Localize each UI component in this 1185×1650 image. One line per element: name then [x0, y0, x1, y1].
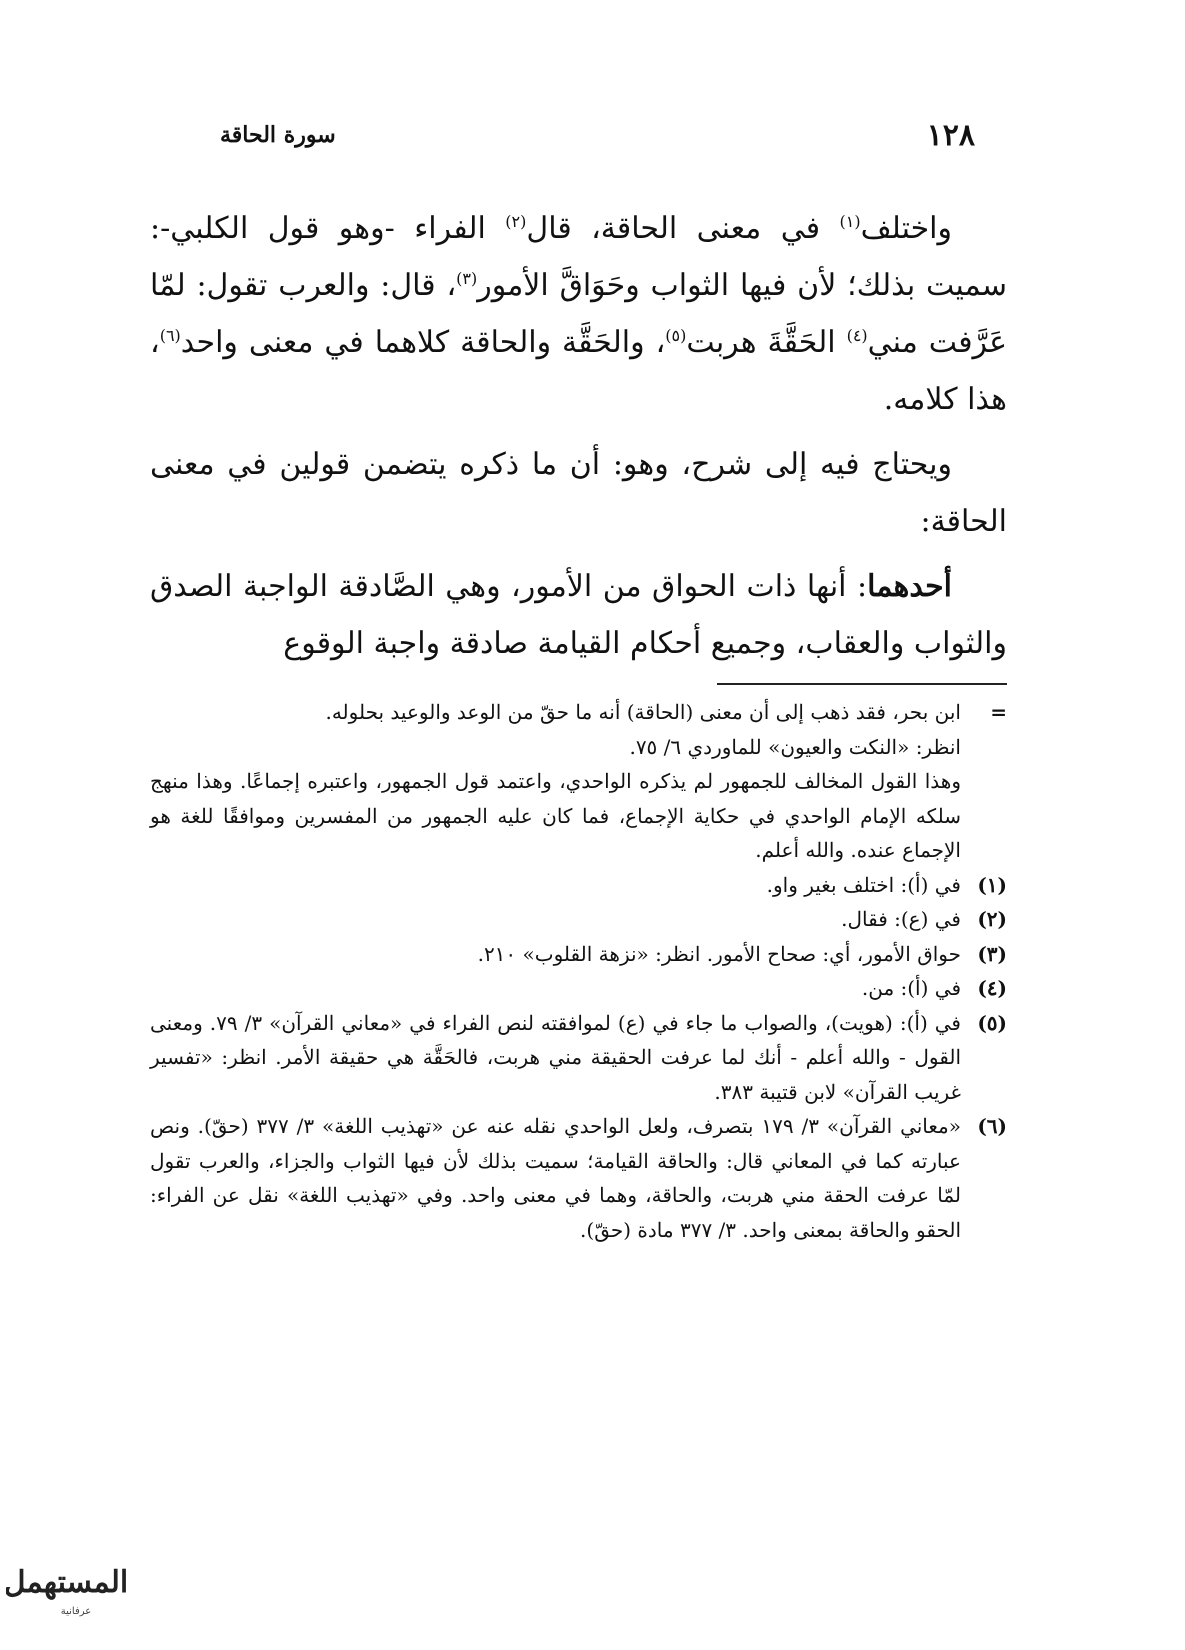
footnote-ref-6[interactable]: (٦) [159, 326, 181, 345]
footnote-number: (٦) [977, 1114, 1007, 1138]
footnote-ref-3[interactable]: (٣) [456, 269, 478, 288]
continuation-marker: = [990, 700, 1007, 724]
footnote-text: في (ع): فقال. [841, 907, 961, 931]
paragraph-lead: أحدهما [867, 569, 952, 604]
text-segment: في معنى الحاقة، قال [526, 211, 840, 246]
footnote-5 [150, 1006, 1007, 1110]
footnote-text: في (أ): اختلف بغير واو. [766, 872, 961, 897]
stamp-subtext: عرفانية [60, 1606, 92, 1617]
text-segment: الحَقَّةَ هربت [686, 325, 847, 360]
footnote-line: انظر: «النكت والعيون» للماوردي ٦/ ٧٥. [629, 734, 961, 759]
text-segment: ، هذا كلامه. [150, 325, 1007, 417]
page-header [220, 118, 975, 168]
footnote-line: وهذا القول المخالف للجمهور لم يذكره الواحدي، واعتمد قول الجمهور، واعتبره إجماعًا. وهذا منهج سلكه الإمام الواحدي في حكاية الإجماع، فما كان عليه الجمهور من المفسرين وموافقًا للغة هو الإجماع عنده. والله أعلم. [150, 769, 961, 862]
footnote-3 [150, 937, 1007, 972]
footnotes-section [150, 695, 1007, 1247]
calligraphy-logo-icon [6, 1552, 126, 1622]
text-segment: واختلف [860, 211, 952, 246]
footnote-ref-5[interactable]: (٥) [665, 326, 687, 345]
text-segment: ، قال: والعرب تقول: لمّا عَرَّفت مني [150, 268, 1007, 360]
paragraph-3 [150, 558, 1007, 672]
text-segment: : أنها ذات الحواق من الأمور، وهي الصَّادقة الواجبة الصدق والثواب والعقاب، وجميع أحكام القيامة صادقة واجبة الوقوع [150, 569, 1007, 661]
footnote-number: (٣) [977, 941, 1007, 966]
chapter-title: سورة الحاقة [220, 122, 336, 148]
footnote-divider [717, 683, 1007, 685]
footnote-number: (١) [977, 872, 1007, 897]
footnote-number: (٢) [977, 907, 1007, 931]
footnote-text: «معاني القرآن» ٣/ ١٧٩ بتصرف، ولعل الواحدي نقله عنه عن «تهذيب اللغة» ٣/ ٣٧٧ (حقّ). ونص عبارته كما في المعاني قال: والحاقة القيامة؛ سميت بذلك لأن فيها الثواب والجزاء، والعرب تقول لمّا عرفت الحقة مني هربت، والحاقة، وهما في معنى واحد. وفي «تهذيب اللغة» نقل عن الفراء: الحقو والحاقة بمعنى واحد. ٣/ ٣٧٧ مادة (حقّ). [150, 1114, 962, 1242]
footnote-1 [150, 868, 1007, 903]
footnote-ref-2[interactable]: (٢) [505, 212, 527, 231]
footnote-line: ابن بحر، فقد ذهب إلى أن معنى (الحاقة) أنه ما حقّ من الوعد والوعيد بحلوله. [325, 700, 961, 724]
footnote-text: حواق الأمور، أي: صحاح الأمور. انظر: «نزهة القلوب» ٢١٠. [477, 941, 961, 966]
library-stamp-logo [6, 1552, 126, 1622]
footnote-text: في (أ): من. [861, 976, 961, 1000]
footnote-4 [150, 971, 1007, 1006]
text-segment: الفراء -وهو قول الكلبي-: سميت بذلك؛ لأن فيها الثواب وحَوَاقَّ الأمور [150, 211, 1007, 303]
paragraph-2: ويحتاج فيه إلى شرح، وهو: أن ما ذكره يتضمن قولين في معنى الحاقة: [150, 447, 1007, 539]
footnote-number: (٤) [977, 976, 1007, 1000]
footnote-ref-1[interactable]: (١) [839, 212, 861, 231]
footnote-text: في (أ): (هويت)، والصواب ما جاء في (ع) لموافقته لنص الفراء في «معاني القرآن» ٣/ ٧٩. ومعنى القول - والله أعلم - أنك لما عرفت الحقيقة مني هربت، فالحَقَّة هي حقيقة الأمر. انظر: «تفسير غريب القرآن» لابن قتيبة ٣٨٣. [150, 1010, 961, 1104]
footnote-number: (٥) [977, 1010, 1007, 1035]
text-segment: ، والحَقَّة والحاقة كلاهما في معنى واحد [180, 325, 666, 360]
main-text [150, 200, 1007, 680]
page-number: ١٢٨ [926, 118, 975, 153]
footnote-continuation [150, 695, 1007, 868]
paragraph-1 [150, 200, 1007, 428]
footnote-6 [150, 1109, 1007, 1247]
footnote-ref-4[interactable]: (٤) [846, 326, 868, 345]
footnote-2 [150, 902, 1007, 937]
stamp-text: المستهمل [6, 1565, 126, 1600]
